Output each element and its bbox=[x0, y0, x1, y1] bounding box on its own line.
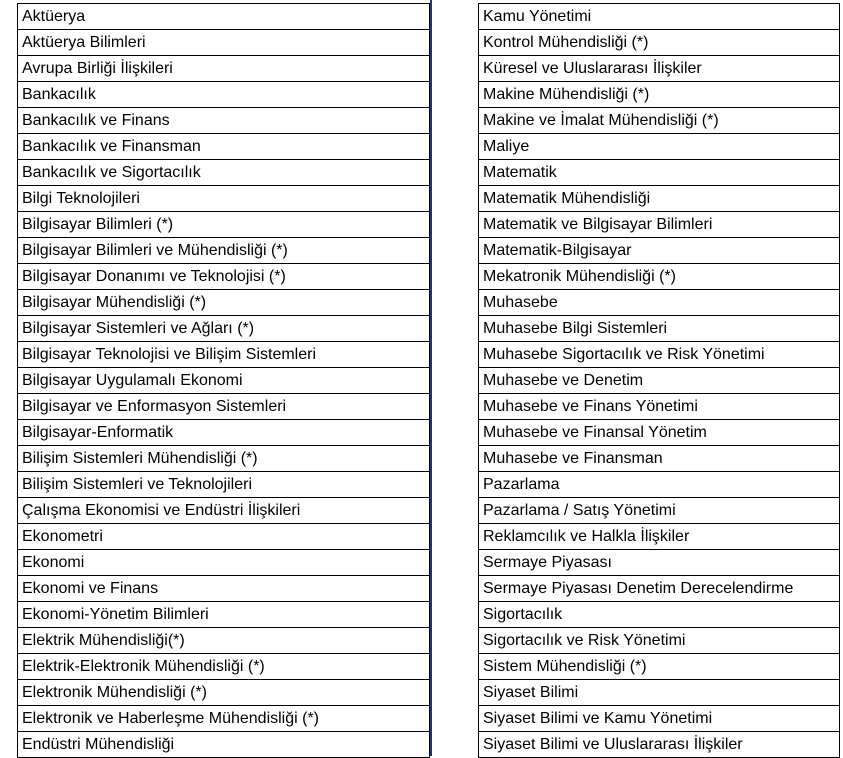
program-name-cell: Avrupa Birliği İlişkileri bbox=[18, 56, 430, 82]
program-name-cell: Siyaset Bilimi bbox=[479, 680, 840, 706]
program-name-cell: Sigortacılık bbox=[479, 602, 840, 628]
program-name-cell: Elektrik Mühendisliği(*) bbox=[18, 628, 430, 654]
table-row bbox=[18, 680, 430, 706]
program-name-cell: Bankacılık ve Finansman bbox=[18, 134, 430, 160]
table-row bbox=[479, 56, 840, 82]
table-row bbox=[18, 524, 430, 550]
program-name-cell: Bilgisayar ve Enformasyon Sistemleri bbox=[18, 394, 430, 420]
program-name-cell: Pazarlama bbox=[479, 472, 840, 498]
table-row bbox=[479, 732, 840, 758]
table-row bbox=[479, 30, 840, 56]
program-name-cell: Sigortacılık ve Risk Yönetimi bbox=[479, 628, 840, 654]
program-name-cell: Muhasebe ve Finansal Yönetim bbox=[479, 420, 840, 446]
program-name-cell: Ekonomi ve Finans bbox=[18, 576, 430, 602]
program-name-cell: Makine ve İmalat Mühendisliği (*) bbox=[479, 108, 840, 134]
table-row bbox=[18, 264, 430, 290]
right-program-list bbox=[479, 4, 840, 758]
program-name-cell: Bilişim Sistemleri Mühendisliği (*) bbox=[18, 446, 430, 472]
program-name-cell: Kamu Yönetimi bbox=[479, 4, 840, 30]
right-program-table bbox=[478, 3, 840, 758]
table-row bbox=[479, 550, 840, 576]
program-name-cell: Siyaset Bilimi ve Kamu Yönetimi bbox=[479, 706, 840, 732]
table-row bbox=[479, 602, 840, 628]
program-name-cell: Ekonometri bbox=[18, 524, 430, 550]
program-name-cell: Muhasebe ve Finans Yönetimi bbox=[479, 394, 840, 420]
table-row bbox=[18, 108, 430, 134]
table-row bbox=[18, 550, 430, 576]
program-name-cell: Reklamcılık ve Halkla İlişkiler bbox=[479, 524, 840, 550]
table-row bbox=[479, 394, 840, 420]
table-row bbox=[18, 732, 430, 758]
program-name-cell: Pazarlama / Satış Yönetimi bbox=[479, 498, 840, 524]
table-row bbox=[18, 316, 430, 342]
table-row bbox=[479, 368, 840, 394]
table-row bbox=[479, 186, 840, 212]
table-row bbox=[479, 628, 840, 654]
table-row bbox=[18, 628, 430, 654]
table-row bbox=[18, 30, 430, 56]
table-row bbox=[479, 342, 840, 368]
program-name-cell: Bankacılık ve Finans bbox=[18, 108, 430, 134]
program-name-cell: Ekonomi bbox=[18, 550, 430, 576]
table-row bbox=[18, 394, 430, 420]
table-row bbox=[479, 706, 840, 732]
table-row bbox=[479, 316, 840, 342]
program-name-cell: Sermaye Piyasası bbox=[479, 550, 840, 576]
program-name-cell: Bilgisayar-Enformatik bbox=[18, 420, 430, 446]
program-name-cell: Bilişim Sistemleri ve Teknolojileri bbox=[18, 472, 430, 498]
table-row bbox=[18, 706, 430, 732]
program-name-cell: Bilgisayar Bilimleri (*) bbox=[18, 212, 430, 238]
table-row bbox=[18, 4, 430, 30]
program-name-cell: Elektronik Mühendisliği (*) bbox=[18, 680, 430, 706]
table-row bbox=[18, 602, 430, 628]
program-name-cell: Bilgi Teknolojileri bbox=[18, 186, 430, 212]
table-row bbox=[18, 446, 430, 472]
table-row bbox=[479, 290, 840, 316]
table-row bbox=[479, 134, 840, 160]
program-name-cell: Kontrol Mühendisliği (*) bbox=[479, 30, 840, 56]
program-name-cell: Matematik-Bilgisayar bbox=[479, 238, 840, 264]
table-row bbox=[18, 654, 430, 680]
table-row bbox=[479, 420, 840, 446]
program-name-cell: Elektrik-Elektronik Mühendisliği (*) bbox=[18, 654, 430, 680]
program-name-cell: Ekonomi-Yönetim Bilimleri bbox=[18, 602, 430, 628]
program-name-cell: Matematik Mühendisliği bbox=[479, 186, 840, 212]
program-name-cell: Muhasebe ve Finansman bbox=[479, 446, 840, 472]
table-row bbox=[479, 264, 840, 290]
table-row bbox=[479, 524, 840, 550]
program-name-cell: Elektronik ve Haberleşme Mühendisliği (*) bbox=[18, 706, 430, 732]
table-row bbox=[479, 498, 840, 524]
table-row bbox=[479, 654, 840, 680]
program-name-cell: Bilgisayar Uygulamalı Ekonomi bbox=[18, 368, 430, 394]
program-name-cell: Matematik ve Bilgisayar Bilimleri bbox=[479, 212, 840, 238]
table-row bbox=[18, 186, 430, 212]
program-name-cell: Bilgisayar Sistemleri ve Ağları (*) bbox=[18, 316, 430, 342]
table-row bbox=[18, 498, 430, 524]
program-name-cell: Bilgisayar Mühendisliği (*) bbox=[18, 290, 430, 316]
program-name-cell: Siyaset Bilimi ve Uluslararası İlişkiler bbox=[479, 732, 840, 758]
table-row bbox=[479, 446, 840, 472]
program-name-cell: Bilgisayar Teknolojisi ve Bilişim Sistemleri bbox=[18, 342, 430, 368]
program-name-cell: Bilgisayar Donanımı ve Teknolojisi (*) bbox=[18, 264, 430, 290]
table-row bbox=[479, 4, 840, 30]
program-name-cell: Bankacılık bbox=[18, 82, 430, 108]
table-row bbox=[18, 420, 430, 446]
program-name-cell: Bilgisayar Bilimleri ve Mühendisliği (*) bbox=[18, 238, 430, 264]
program-name-cell: Muhasebe Sigortacılık ve Risk Yönetimi bbox=[479, 342, 840, 368]
table-row bbox=[18, 576, 430, 602]
program-name-cell: Endüstri Mühendisliği bbox=[18, 732, 430, 758]
program-name-cell: Matematik bbox=[479, 160, 840, 186]
program-name-cell: Mekatronik Mühendisliği (*) bbox=[479, 264, 840, 290]
table-row bbox=[479, 472, 840, 498]
table-row bbox=[18, 342, 430, 368]
program-name-cell: Muhasebe ve Denetim bbox=[479, 368, 840, 394]
program-name-cell: Muhasebe bbox=[479, 290, 840, 316]
program-name-cell: Aktüerya Bilimleri bbox=[18, 30, 430, 56]
table-row bbox=[18, 212, 430, 238]
program-name-cell: Makine Mühendisliği (*) bbox=[479, 82, 840, 108]
table-row bbox=[18, 160, 430, 186]
program-name-cell: Muhasebe Bilgi Sistemleri bbox=[479, 316, 840, 342]
table-row bbox=[18, 290, 430, 316]
program-name-cell: Aktüerya bbox=[18, 4, 430, 30]
table-row bbox=[18, 134, 430, 160]
table-row bbox=[479, 108, 840, 134]
left-program-list bbox=[18, 4, 430, 758]
table-row bbox=[479, 82, 840, 108]
table-row bbox=[18, 472, 430, 498]
program-name-cell: Küresel ve Uluslararası İlişkiler bbox=[479, 56, 840, 82]
table-row bbox=[479, 680, 840, 706]
left-program-table bbox=[17, 3, 430, 758]
table-row bbox=[18, 368, 430, 394]
program-name-cell: Sistem Mühendisliği (*) bbox=[479, 654, 840, 680]
table-row bbox=[18, 238, 430, 264]
table-row bbox=[18, 56, 430, 82]
column-divider bbox=[430, 0, 432, 756]
program-name-cell: Bankacılık ve Sigortacılık bbox=[18, 160, 430, 186]
table-row bbox=[479, 160, 840, 186]
table-row bbox=[479, 212, 840, 238]
program-name-cell: Maliye bbox=[479, 134, 840, 160]
table-row bbox=[479, 576, 840, 602]
program-name-cell: Sermaye Piyasası Denetim Derecelendirme bbox=[479, 576, 840, 602]
program-name-cell: Çalışma Ekonomisi ve Endüstri İlişkileri bbox=[18, 498, 430, 524]
table-row bbox=[479, 238, 840, 264]
table-row bbox=[18, 82, 430, 108]
